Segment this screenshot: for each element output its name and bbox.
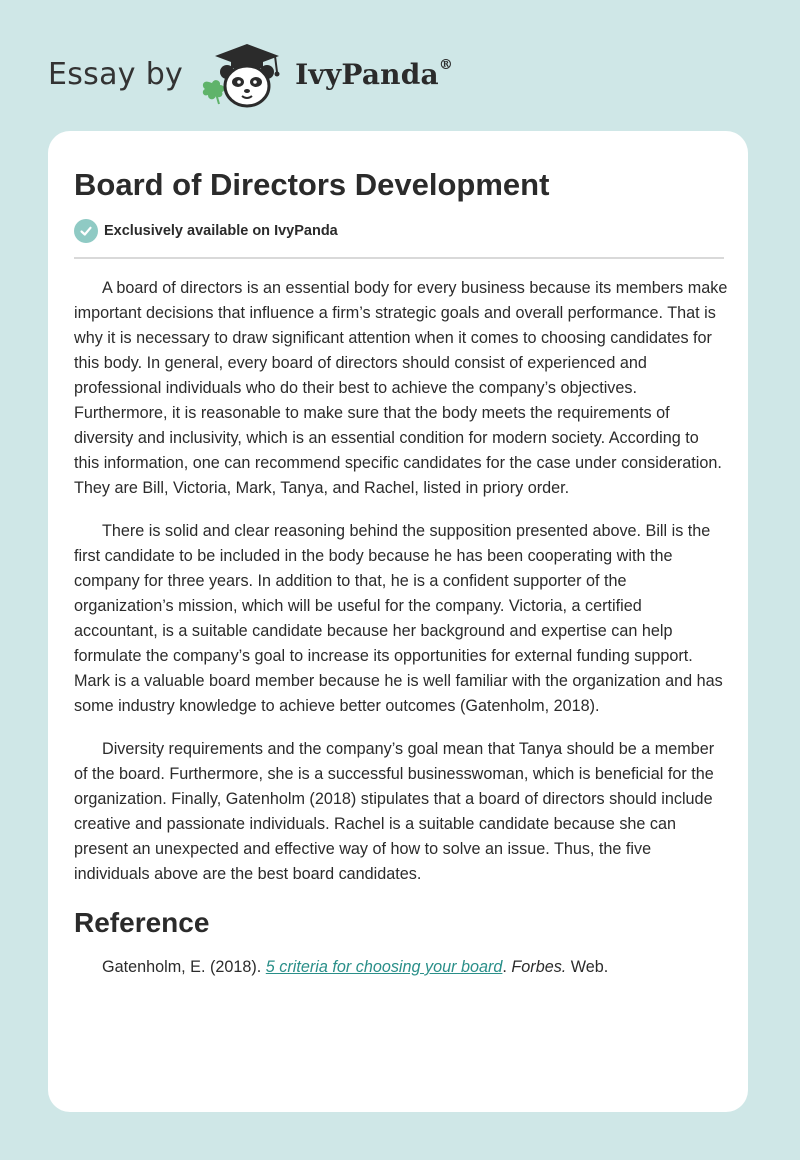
reference-entry [74, 955, 722, 980]
reference-link[interactable]: 5 criteria for choosing your board [265, 958, 503, 976]
essay-card [48, 131, 748, 1112]
reference-after-link: . [502, 958, 512, 976]
reference-source: Forbes. [511, 958, 567, 976]
essay-body [74, 276, 728, 887]
exclusive-badge [74, 217, 722, 245]
registered-mark: ® [438, 57, 454, 74]
brand-name[interactable] [295, 58, 453, 91]
ivypanda-logo-icon[interactable] [195, 38, 291, 110]
page-title: Board of Directors Development [74, 167, 550, 202]
paragraph: Diversity requirements and the company’s goal mean that Tanya should be a member of the board. Furthermore, she is a successful businesswoman, which is beneficial for the organization. Finally, Gatenholm (2018) stipulates that a board of directors should include creative and passionate individuals. Rachel is a suitable candidate because she can present an unexpected and effective way of how to solve an issue. Thus, the five individuals above are the best board candidates. [74, 740, 715, 883]
divider [74, 257, 724, 259]
reference-heading: Reference [74, 907, 210, 938]
site-header [48, 38, 453, 110]
essay-by-label: Essay by [48, 56, 184, 92]
check-icon [74, 219, 98, 243]
exclusive-label: Exclusively available on IvyPanda [104, 223, 338, 239]
paragraph: A board of directors is an essential body for every business because its members make important decisions that influence a firm’s strategic goals and overall performance. That is why it is necessary to draw significant attention when it comes to choosing candidates for this body. In general, every board of directors should consist of experienced and professional individuals who do their best to achieve the company’s objectives. Furthermore, it is reasonable to make sure that the body meets the requirements of diversity and inclusivity, which is an essential condition for modern society. According to this information, one can recommend specific candidates for the case under consideration. They are Bill, Victoria, Mark, Tanya, and Rachel, listed in priory order. [74, 279, 728, 497]
reference-suffix: Web. [566, 958, 609, 976]
reference-author: Gatenholm, E. (2018). [102, 958, 266, 976]
paragraph: There is solid and clear reasoning behind the supposition presented above. Bill is the first candidate to be included in the body because he has been cooperating with the company for three years. In addition to that, he is a confident supporter of the organization’s mission, which will be useful for the company. Victoria, a certified accountant, is a suitable candidate because her background and expertise can help formulate the company’s goal to increase its opportunities for external funding support. Mark is a valuable board member because he is well familiar with the organization and has some industry knowledge to achieve better outcomes (Gatenholm, 2018). [74, 522, 723, 715]
brand-text: IvyPanda [295, 57, 439, 91]
